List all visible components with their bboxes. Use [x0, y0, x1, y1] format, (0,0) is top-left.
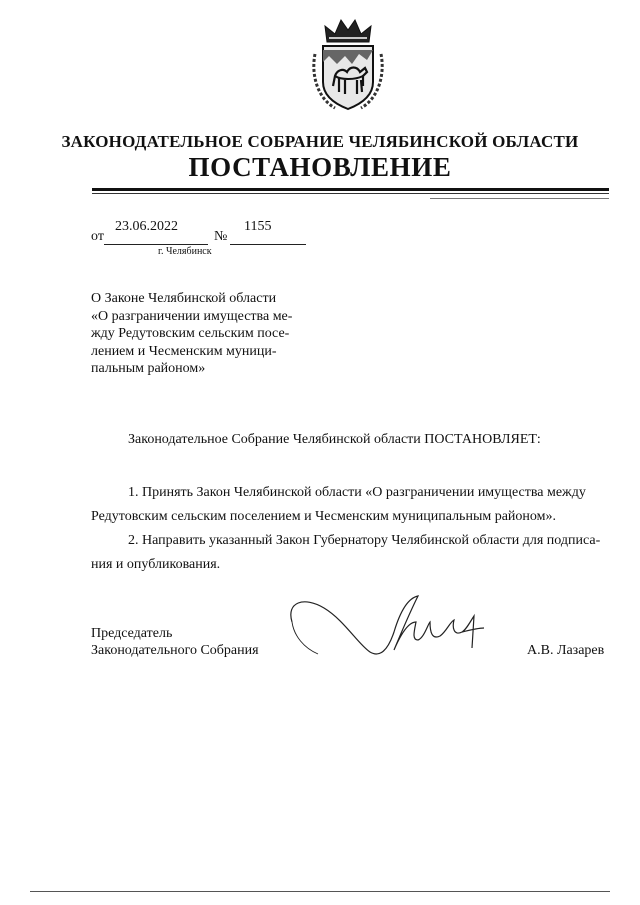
signatory-position-line-1: Председатель: [91, 626, 173, 641]
subject-line: «О разграничении имущества ме-: [91, 308, 293, 324]
preamble: Законодательное Собрание Челябинской области ПОСТАНОВЛЯЕТ:: [128, 432, 541, 447]
subject-line: О Законе Челябинской области: [91, 291, 277, 306]
header-divider-thick: [92, 188, 609, 191]
document-subject: [91, 290, 300, 378]
item-1-line-2: Редутовским сельским поселением и Чесменским муниципальным районом».: [91, 509, 556, 524]
footer-divider: [30, 891, 610, 892]
number-underline: [230, 244, 306, 245]
signatory-position-line-2: Законодательного Собрания: [91, 643, 259, 658]
signatory-name: А.В. Лазарев: [527, 643, 605, 658]
subject-line: жду Редутовским сельским посе-: [91, 326, 290, 341]
handwritten-signature: [284, 592, 489, 664]
document-date: 23.06.2022: [115, 219, 178, 234]
date-underline: [104, 244, 208, 245]
organization-title: ЗАКОНОДАТЕЛЬНОЕ СОБРАНИЕ ЧЕЛЯБИНСКОЙ ОБЛАСТИ: [61, 132, 579, 151]
item-2-line-2: ния и опубликования.: [91, 557, 221, 572]
subject-line: лением и Чесменским муници-: [91, 343, 277, 359]
item-1-line-1: 1. Принять Закон Челябинской области «О разграничении имущества между: [128, 485, 586, 500]
city-label: г. Челябинск: [158, 246, 212, 257]
document-type-title: ПОСТАНОВЛЕНИЕ: [188, 152, 452, 182]
header-divider-thin: [92, 193, 609, 194]
coat-of-arms-icon: [305, 14, 391, 114]
subject-line: пальным районом»: [91, 361, 206, 376]
header-divider-faint: [430, 198, 609, 199]
document-number: 1155: [244, 219, 272, 234]
number-sign: №: [214, 229, 228, 244]
item-2-line-1: 2. Направить указанный Закон Губернатору Челябинской области для подписа-: [128, 533, 601, 548]
date-prefix: от: [91, 229, 104, 244]
